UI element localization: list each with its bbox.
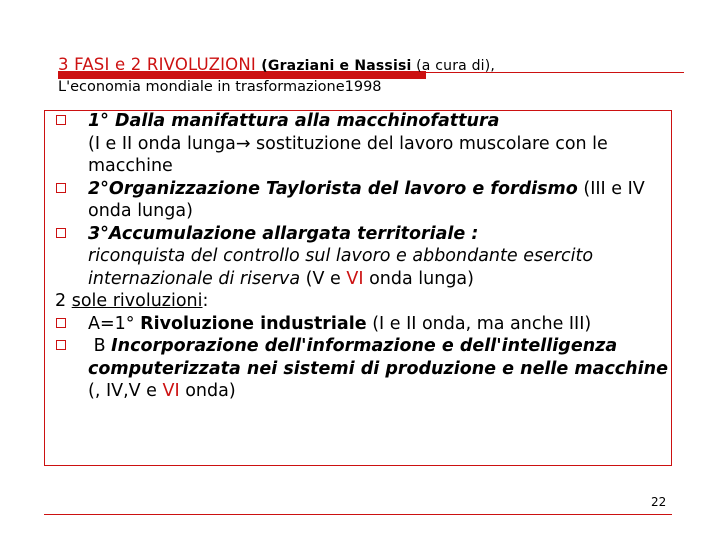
item-4-pre: A=1° <box>88 313 141 334</box>
title-authors: (Graziani e Nassisi <box>261 58 412 74</box>
item-3-body-italic: riconquista del controllo sul lavoro e abbondante esercito internazionale di riserva <box>88 246 594 289</box>
item-4-lead: Rivoluzione industriale <box>140 313 367 334</box>
item-3-body-pre: (V e <box>300 268 347 289</box>
title-rest: (a cura di), <box>411 58 496 74</box>
slide-subtitle: L'economia mondiale in trasformazione1998 <box>58 79 382 95</box>
item-5-pre: B <box>88 336 112 356</box>
square-bullet-icon <box>56 318 66 328</box>
square-bullet-icon <box>56 228 66 238</box>
item-5-body-red: VI <box>162 381 180 401</box>
list-item-3 <box>55 223 670 291</box>
item-1-body: (I e II onda lunga→ sostituzione del lavoro muscolare con le macchine <box>88 133 608 176</box>
bullet-list <box>55 110 670 403</box>
list-item-5 <box>55 335 670 403</box>
title-main: 3 FASI e 2 RIVOLUZIONI <box>58 55 256 74</box>
page-number: 22 <box>651 495 667 509</box>
list-item-1 <box>55 110 670 178</box>
item-3-body-red: VI <box>346 268 364 289</box>
item-3-lead: 3°Accumulazione allargata territoriale : <box>88 223 479 244</box>
item-2-body: (III e IV onda lunga) <box>88 178 645 221</box>
list-item-4 <box>55 313 670 336</box>
item-5-body-post: onda) <box>179 381 236 401</box>
item-5-lead: Incorporazione dell'informazione e dell'intelligenza computerizzata nei sistemi di produzione e nelle macchine <box>88 336 668 379</box>
item-2-lead: 2°Organizzazione Taylorista del lavoro e fordismo <box>88 178 578 199</box>
list-item-2 <box>55 178 670 223</box>
square-bullet-icon <box>56 115 66 125</box>
heading-text: sole rivoluzioni <box>71 291 203 311</box>
heading-colon: : <box>202 291 209 311</box>
item-1-lead: 1° Dalla manifattura alla macchinofattura <box>88 111 500 131</box>
footer-line <box>44 514 672 515</box>
item-4-body: (I e II onda, ma anche III) <box>366 313 592 334</box>
square-bullet-icon <box>56 340 66 350</box>
heading-number: 2 <box>55 291 72 311</box>
square-bullet-icon <box>56 183 66 193</box>
item-5-body-pre: (, IV,V e <box>88 381 163 401</box>
item-3-body-post: onda lunga) <box>363 268 474 289</box>
slide-title <box>58 55 495 74</box>
section-heading <box>55 290 670 313</box>
